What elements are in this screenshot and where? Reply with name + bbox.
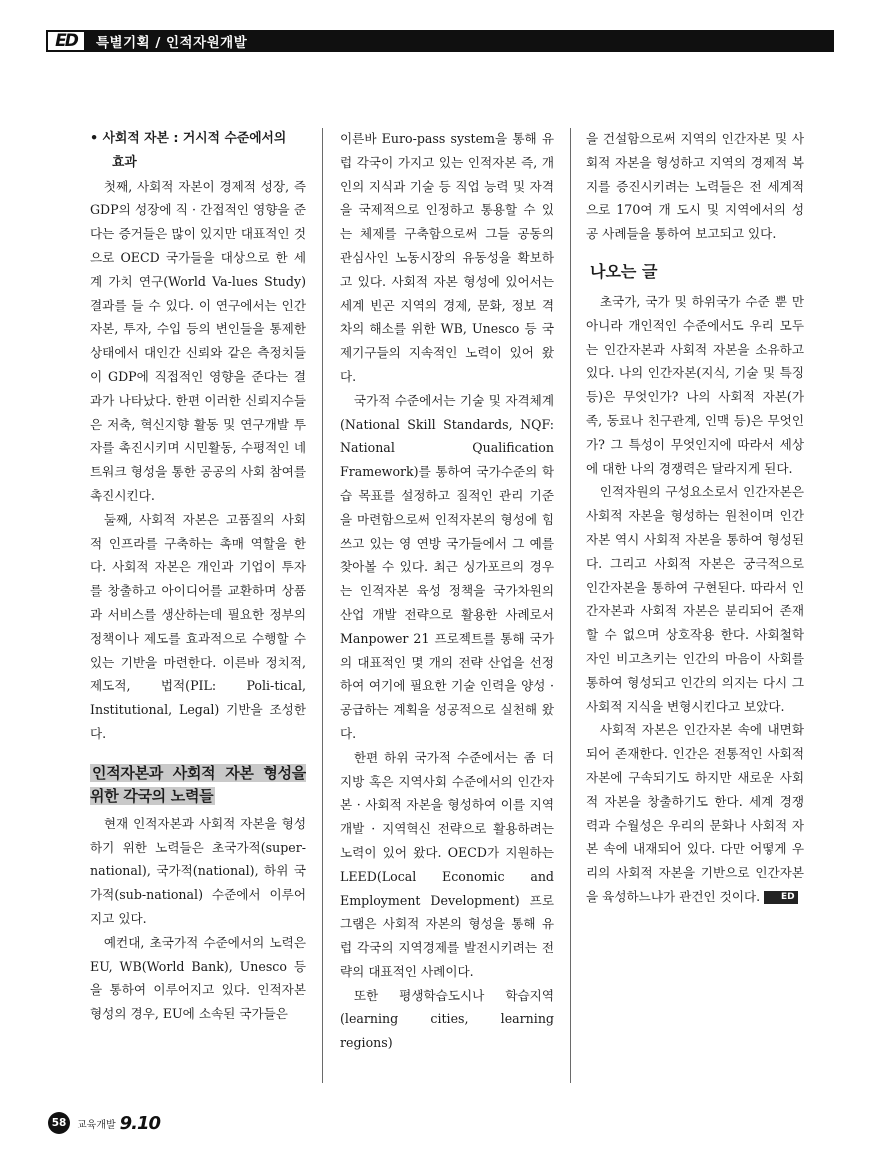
column-divider bbox=[570, 128, 571, 1083]
paragraph: 둘째, 사회적 자본은 고품질의 사회적 인프라를 구축하는 촉매 역할을 한다. 사회적 자본은 개인과 기업이 투자를 창출하고 아이디어를 교환하며 상품과 서비스를 생산하는데 필요한 정부의 정책이나 제도를 효과적으로 수행할 수 있는 기반을 마련한다. 이른바 정치적, 제도적, 법적(PIL: Poli-tical, Institutional, Legal) 기반을 조성한다. bbox=[90, 511, 306, 741]
column-divider bbox=[322, 128, 323, 1083]
article-column-2 bbox=[340, 127, 554, 1087]
paragraph: 예컨대, 초국가적 수준에서의 노력은 EU, WB(World Bank), Unesco 등을 통하여 이루어지고 있다. 인적자본 형성의 경우, EU에 소속된 국가들은 bbox=[90, 934, 306, 1022]
section-heading: 나오는 글 bbox=[590, 261, 658, 281]
sub-heading-line: • 사회적 자본 : 거시적 수준에서의 bbox=[90, 131, 287, 146]
paragraph: 초국가, 국가 및 하위국가 수준 뿐 만 아니라 개인적인 수준에서도 우리 모두는 인간자본과 사회적 자본을 소유하고 있다. 나의 인간자본(지식, 기술 및 특징 등)은 무엇인가? 나의 사회적 자본(가족, 동료나 친구관계, 인맥 등)은 무엇인가? 그 특성이 무엇인지에 따라서 세상에 대한 나의 경쟁력은 달라지게 된다. bbox=[586, 293, 804, 476]
issue-number: 9.10 bbox=[119, 1112, 161, 1134]
paragraph: 현재 인적자본과 사회적 자본을 형성하기 위한 노력들은 초국가적(super-national), 국가적(national), 하위 국가적(sub-national) 수준에서 이루어지고 있다. bbox=[90, 815, 306, 926]
paragraph-text: 사회적 자본은 인간자본 속에 내면화되어 존재한다. 인간은 전통적인 사회적 자본에 구속되기도 하지만 새로운 사회적 자본을 창출하기도 한다. 세계 경쟁력과 수월성은 우리의 문화나 사회적 자본 속에 내재되어 있다. 다만 어떻게 우리의 사회적 자본을 기반으로 인간자본을 육성하느냐가 관건인 것이다. bbox=[586, 722, 804, 904]
end-mark-icon: ED bbox=[764, 891, 797, 904]
section-heading-text: 인적자본과 사회적 자본 형성을 위한 각국의 노력들 bbox=[90, 763, 306, 805]
paragraph: 국가적 수준에서는 기술 및 자격체계(National Skill Standards, NQF: National Qualification Framework)를 통하여 국가수준의 학습 목표를 설정하고 질적인 관리 기준을 마련함으로써 인적자본의 형성에 힘쓰고 있는 영 연방 국가들에서 그 예를 찾아볼 수 있다. 최근 싱가포르의 경우는 인적자본 육성 정책을 국가차원의 산업 개발 전략으로 활용한 사례로서 Manpower 21 프로젝트를 통해 국가의 대표적인 몇 개의 전략 산업을 선정하여 여기에 필요한 기술 인력을 양성 · 공급하는 계획을 성공적으로 실천해 왔다. bbox=[340, 392, 554, 741]
page-number: 58 bbox=[48, 1112, 70, 1134]
article-column-3 bbox=[586, 127, 804, 1087]
magazine-logo: ED bbox=[46, 30, 86, 52]
paragraph: 또한 평생학습도시나 학습지역(learning cities, learning regions) bbox=[340, 987, 554, 1051]
paragraph: 첫째, 사회적 자본이 경제적 성장, 즉 GDP의 성장에 직 · 간접적인 영향을 준다는 증거들은 많이 있지만 대표적인 것으로 OECD 국가들을 대상으로 한 세계 가치 연구(World Va-lues Study)결과를 들 수 있다. 이 연구에서는 인간자본, 투자, 수입 등의 변인들을 통제한 상태에서 대인간 신뢰와 같은 측정치들이 GDP에 직접적인 영향을 준다는 결과가 나타났다. 한편 이러한 신뢰지수들은 저축, 혁신지향 활동 및 연구개발 투자를 촉진시키며 시민활동, 수평적인 네트워크 형성을 통한 공공의 사회 참여를 촉진시킨다. bbox=[90, 178, 306, 503]
header-bar bbox=[48, 30, 834, 52]
paragraph: 이른바 Euro-pass system을 통해 유럽 각국이 가지고 있는 인적자본 즉, 개인의 지식과 기술 등 직업 능력 및 자격을 국제적으로 인정하고 통용할 수 있는 체제를 구축함으로써 그들 공동의 관심사인 노동시장의 유동성을 확보하고 있다. 사회적 자본 형성에 있어서는 세계 빈곤 지역의 경제, 문화, 정보 격차의 해소를 위한 WB, Unesco 등 국제기구들의 지속적인 노력이 있어 왔다. bbox=[340, 131, 554, 384]
paragraph: 한편 하위 국가적 수준에서는 좀 더 지방 혹은 지역사회 수준에서의 인간자본 · 사회적 자본을 형성하여 이를 지역개발 · 지역혁신 전략으로 활용하려는 노력이 있어 왔다. OECD가 지원하는 LEED(Local Economic and Employment Development) 프로그램은 사회적 자본의 형성을 통해 유럽 각국의 지역경제를 발전시키려는 전략의 대표적인 사례이다. bbox=[340, 749, 554, 979]
section-title: 특별기획 / 인적자원개발 bbox=[96, 35, 248, 51]
paragraph bbox=[586, 718, 804, 908]
sub-heading bbox=[90, 127, 306, 175]
paragraph: 을 건설함으로써 지역의 인간자본 및 사회적 자본을 형성하고 지역의 경제적 복지를 증진시키려는 노력들은 전 세계적으로 170여 개 도시 및 지역에서의 성공 사례들을 통하여 보고되고 있다. bbox=[586, 131, 804, 242]
page-footer bbox=[48, 1112, 160, 1134]
article-column-1 bbox=[90, 127, 306, 1087]
section-heading bbox=[90, 762, 306, 808]
paragraph: 인적자원의 구성요소로서 인간자본은 사회적 자본을 형성하는 원천이며 인간자본 역시 사회적 자본을 통하여 형성된다. 그리고 사회적 자본은 궁극적으로 인간자본을 통하여 구현된다. 따라서 인간자본과 사회적 자본은 분리되어 존재할 수 없으며 상호작용 한다. 사회철학자인 비고츠키는 인간의 마음이 사회를 통하여 형성되고 인간의 의지는 다시 그 사회적 지식을 변형시킨다고 보았다. bbox=[586, 484, 804, 714]
magazine-name: 교육개발 bbox=[77, 1119, 116, 1131]
sub-heading-line: 효과 bbox=[112, 154, 137, 170]
